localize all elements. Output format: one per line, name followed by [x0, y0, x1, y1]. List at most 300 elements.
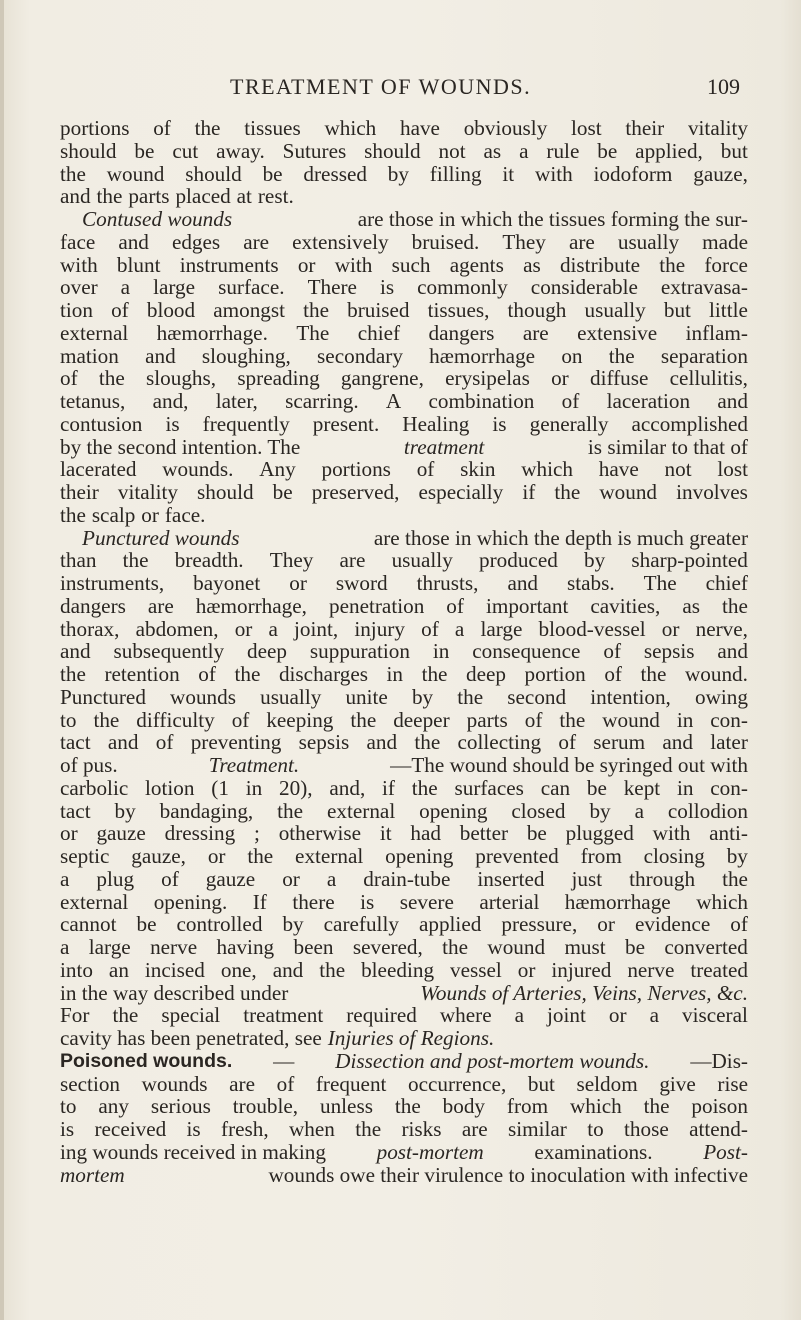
word: rest.	[257, 184, 294, 209]
word: There	[307, 275, 357, 300]
text-line	[60, 1004, 748, 1027]
word: combination	[428, 389, 535, 413]
word: opening	[385, 844, 454, 868]
word: fresh,	[221, 1117, 269, 1141]
word: Punctured	[60, 684, 146, 709]
word: into	[60, 957, 93, 982]
word: accomplished	[631, 411, 748, 436]
word: usually	[617, 229, 680, 254]
word: a	[60, 866, 70, 891]
word: to	[60, 707, 77, 732]
word: later,	[215, 389, 258, 413]
word: visceral	[682, 1003, 748, 1028]
word: of	[276, 1071, 295, 1096]
text-line	[60, 936, 748, 959]
text-line	[60, 140, 748, 163]
word: the	[722, 866, 748, 891]
word: external	[60, 320, 129, 345]
word: be	[136, 912, 157, 937]
word: risks	[401, 1117, 442, 1141]
word: are	[461, 1117, 488, 1141]
word: and	[272, 957, 304, 982]
text-segment: —Dis-	[690, 1048, 748, 1073]
word: instruments,	[60, 571, 165, 595]
word: had	[410, 821, 442, 846]
word: not	[438, 138, 466, 163]
word: joint	[547, 1003, 586, 1028]
text-line	[60, 800, 748, 823]
word: be	[272, 480, 293, 504]
word: unless	[319, 1094, 373, 1119]
word: bruised	[347, 298, 410, 322]
word: extensive	[577, 320, 658, 345]
word: vitality	[687, 116, 748, 140]
word: or	[234, 616, 253, 641]
word: received	[94, 1117, 167, 1141]
text-line	[60, 367, 748, 390]
word: arterial	[479, 889, 540, 914]
word: large	[480, 616, 523, 641]
word: distribute	[559, 252, 640, 277]
word: laceration	[606, 389, 691, 413]
text-line	[60, 208, 748, 231]
text-line	[60, 595, 748, 618]
word: with	[535, 161, 573, 186]
word: should	[185, 161, 242, 186]
text-line	[60, 959, 748, 982]
word: by	[589, 798, 611, 823]
word: They	[269, 548, 314, 573]
word: similar	[508, 1117, 567, 1141]
word: chief	[357, 320, 401, 345]
word: a	[519, 138, 529, 163]
word: usually	[260, 684, 322, 709]
text-segment: —	[273, 1048, 295, 1073]
word: bayonet	[193, 571, 261, 595]
word: such	[391, 252, 431, 277]
word: of	[604, 662, 622, 686]
word: hæmorrhage.	[156, 320, 268, 345]
paragraph	[60, 208, 748, 527]
text-line	[60, 777, 748, 800]
italic-phrase: treatment	[403, 434, 485, 459]
word: when	[289, 1117, 335, 1141]
word: should	[60, 138, 117, 163]
text-line	[60, 731, 748, 754]
word: is	[60, 1117, 75, 1141]
word: the	[60, 662, 86, 686]
word: dressing	[164, 821, 236, 846]
word: and	[507, 571, 539, 595]
word: the	[640, 662, 667, 686]
word: the	[303, 298, 330, 322]
word: They	[502, 229, 546, 254]
word: con-	[710, 775, 748, 800]
word: with	[60, 252, 98, 277]
word: or	[597, 912, 615, 937]
word: having	[216, 935, 275, 959]
text-line	[60, 618, 748, 641]
text-line	[60, 1095, 748, 1118]
italic-phrase: Wounds of Arteries, Veins, Nerves, &c.	[420, 980, 748, 1005]
word: be	[625, 935, 645, 959]
text-line	[60, 754, 748, 777]
word: controlled	[176, 912, 263, 937]
word: rule	[546, 138, 580, 163]
text-segment: is similar to that of	[587, 434, 748, 459]
word: collodion	[667, 798, 748, 823]
word: should	[364, 138, 421, 163]
word: wound	[599, 480, 658, 504]
word: deep	[466, 662, 506, 686]
word: cannot	[60, 912, 117, 937]
word: carbolic	[60, 775, 129, 800]
word: present.	[312, 411, 380, 436]
text-segment: examinations.	[534, 1139, 653, 1164]
word: scalp	[91, 502, 136, 527]
word: or	[60, 821, 78, 846]
text-line	[60, 322, 748, 345]
word: nerve	[627, 957, 675, 982]
text-line	[60, 254, 748, 277]
word: is	[165, 411, 180, 436]
word: dangers	[428, 320, 495, 345]
word: discharges	[278, 662, 368, 686]
word: the	[722, 593, 748, 618]
word: one,	[220, 957, 257, 982]
word: large	[88, 935, 131, 959]
word: hæmorrhage	[429, 343, 536, 368]
word: the	[414, 730, 441, 755]
word: blunt	[116, 252, 161, 277]
word: spreading	[237, 366, 320, 391]
text-line	[60, 822, 748, 845]
running-head: TREATMENT OF WOUNDS.	[230, 74, 532, 99]
word: inflam-	[685, 320, 748, 345]
word: incised	[144, 957, 205, 982]
text-line	[60, 458, 748, 481]
body-text	[60, 117, 748, 1186]
text-line	[60, 390, 748, 413]
word: lotion	[145, 775, 195, 800]
word: are	[243, 229, 270, 254]
word: deeper	[393, 707, 450, 732]
word: the	[234, 662, 261, 686]
text-line	[60, 663, 748, 686]
word: gangrene,	[340, 366, 424, 391]
word: cavities,	[590, 593, 661, 618]
word: keeping	[266, 707, 334, 732]
word: involves	[676, 480, 748, 504]
word: a	[514, 1003, 525, 1028]
word: on	[561, 343, 583, 368]
word: if	[382, 775, 395, 800]
word: generally	[529, 411, 609, 436]
word: and	[60, 184, 91, 209]
word: there	[292, 889, 335, 914]
word: and	[145, 343, 176, 368]
word: bleeding	[361, 957, 435, 982]
word: to	[587, 1117, 604, 1141]
italic-phrase: mortem	[60, 1162, 125, 1187]
word: by	[114, 798, 136, 823]
word: blood-vessel	[538, 616, 646, 641]
word: the	[247, 844, 274, 868]
word: a	[326, 866, 337, 891]
word: stabs.	[567, 571, 615, 595]
word: in	[676, 775, 694, 800]
text-segment: —The wound should be syringed out with	[390, 753, 748, 777]
word: iodoform	[593, 161, 673, 186]
word: and	[60, 639, 91, 664]
word: obviously	[463, 116, 548, 140]
word: by	[387, 161, 409, 186]
word: lacerated	[60, 457, 137, 482]
word: deep	[247, 639, 288, 664]
word: vessel	[450, 957, 502, 982]
word: extravasa-	[660, 275, 748, 300]
word: chief	[705, 571, 748, 595]
word: the	[355, 1117, 382, 1141]
word: than	[60, 548, 97, 573]
word: which	[696, 889, 748, 914]
word: cellulitis,	[669, 366, 748, 391]
text-line	[60, 868, 748, 891]
word: is	[186, 1117, 201, 1141]
word: or	[207, 844, 226, 868]
word: must	[564, 935, 606, 959]
word: if	[522, 480, 536, 504]
word: otherwise	[278, 821, 362, 846]
word: which	[569, 1094, 622, 1119]
word: or	[297, 252, 316, 277]
word: are	[147, 593, 174, 618]
word: surface.	[218, 275, 285, 300]
word: are	[522, 320, 549, 345]
word: large	[153, 275, 196, 300]
word: especially	[418, 480, 504, 504]
word: those	[624, 1117, 669, 1141]
word: the	[643, 1094, 670, 1119]
text-line	[60, 299, 748, 322]
word: consequence	[472, 639, 581, 664]
word: and	[662, 730, 693, 755]
word: If	[252, 889, 267, 914]
text-line	[60, 572, 748, 595]
word: ;	[254, 821, 260, 846]
word: the	[350, 707, 377, 732]
word: sharp-pointed	[631, 548, 748, 573]
text-line	[60, 163, 748, 186]
word: hæmorrhage	[564, 889, 671, 914]
word: the	[394, 1094, 421, 1119]
word: rise	[717, 1071, 748, 1096]
text-segment: in the way described under	[60, 980, 289, 1005]
text-segment: ing wounds received in making	[60, 1139, 326, 1164]
word: or	[608, 1003, 627, 1028]
word: injured	[551, 957, 612, 982]
word: thorax,	[60, 616, 120, 641]
word: in	[245, 775, 263, 800]
word: though	[507, 298, 567, 322]
word: thrusts,	[416, 571, 479, 595]
word: the	[411, 775, 438, 800]
text-line	[60, 1073, 748, 1096]
word: abdomen,	[135, 616, 219, 641]
word: by	[726, 844, 748, 868]
word: the	[659, 252, 686, 277]
text-line	[60, 1027, 748, 1050]
word: the	[93, 707, 120, 732]
word: extensively	[292, 229, 389, 254]
word: external	[326, 798, 396, 823]
text-line	[60, 481, 748, 504]
word: over	[60, 275, 98, 300]
text-line	[60, 231, 748, 254]
word: frequent	[315, 1071, 387, 1096]
word: of	[198, 662, 216, 686]
word: wounds	[170, 684, 236, 709]
word: just	[571, 866, 603, 891]
word: tact	[60, 730, 91, 755]
italic-phrase: Contused wounds	[82, 207, 233, 231]
word: the	[608, 343, 635, 368]
word: tion	[60, 298, 93, 322]
text-segment: wounds owe their virulence to inoculation with infective	[268, 1162, 748, 1187]
word: by	[282, 912, 304, 937]
word: parts	[128, 184, 170, 209]
word: the	[112, 1003, 139, 1028]
word: section	[60, 1071, 121, 1096]
word: diffuse	[589, 366, 649, 391]
word: surfaces	[454, 775, 524, 800]
word: of	[603, 639, 621, 664]
word: of	[111, 298, 129, 322]
word: carefully	[323, 912, 399, 937]
word: drain-tube	[363, 866, 451, 891]
word: the	[122, 548, 149, 573]
word: the	[194, 116, 221, 140]
word: made	[702, 229, 748, 254]
word: gauze	[205, 866, 256, 891]
word: of	[161, 866, 179, 891]
word: septic	[60, 844, 110, 868]
word: but	[527, 1071, 555, 1096]
word: face	[60, 229, 96, 254]
word: sloughs,	[146, 366, 217, 391]
word: frequently	[202, 411, 290, 436]
word: For	[60, 1003, 90, 1028]
word: in	[386, 662, 404, 686]
text-line	[60, 185, 748, 208]
word: nerve,	[695, 616, 748, 641]
word: which	[324, 116, 377, 140]
word: a	[634, 798, 644, 823]
word: be	[526, 821, 547, 846]
word: with	[652, 821, 691, 846]
word: with	[334, 252, 373, 277]
word: of	[524, 707, 543, 732]
paragraph	[60, 527, 748, 1050]
word: from	[506, 1094, 549, 1119]
word: Any	[259, 457, 296, 482]
word: from	[580, 844, 622, 868]
text-segment: are those in which the tissues forming the sur-	[357, 207, 748, 231]
word: and	[118, 229, 149, 254]
text-line	[60, 1141, 748, 1164]
word: agents	[449, 252, 504, 277]
word: as	[483, 138, 502, 163]
word: wounds.	[162, 457, 234, 482]
word: the	[277, 798, 304, 823]
word: a	[454, 616, 465, 641]
word: contusion	[60, 411, 143, 436]
text-line	[60, 117, 748, 140]
word: a	[60, 935, 70, 959]
word: dressed	[303, 161, 367, 186]
word: or	[282, 866, 300, 891]
word: sword	[335, 571, 388, 595]
word: preventing	[190, 730, 282, 755]
text-line	[60, 640, 748, 663]
text-line	[60, 504, 748, 527]
word: portions	[60, 116, 130, 140]
word: be	[134, 138, 155, 163]
word: opening.	[153, 889, 228, 914]
word: sepsis	[298, 730, 350, 755]
word: wound	[487, 935, 546, 959]
word: of	[558, 730, 577, 755]
word: of	[421, 616, 439, 641]
word: plug	[96, 866, 135, 891]
word: second	[507, 684, 567, 709]
word: or	[661, 616, 680, 641]
word: better	[459, 821, 509, 846]
word: joint,	[294, 616, 339, 641]
word: of	[153, 116, 171, 140]
word: give	[659, 1071, 696, 1096]
word: intention,	[590, 684, 671, 709]
word: but	[663, 298, 691, 322]
word: preserved,	[311, 480, 400, 504]
text-line	[60, 891, 748, 914]
word: inserted	[477, 866, 545, 891]
word: which	[521, 457, 573, 482]
word: evidence	[634, 912, 711, 937]
word: or	[141, 502, 159, 527]
word: wound	[106, 161, 165, 186]
word: applied	[418, 912, 482, 937]
word: the	[96, 184, 123, 209]
word: of	[730, 912, 748, 937]
word: not	[664, 457, 692, 482]
word: it	[502, 161, 515, 186]
word: the	[319, 957, 346, 982]
section-heading: Poisoned wounds.	[60, 1049, 233, 1072]
text-line	[60, 1118, 748, 1141]
word: special	[161, 1003, 221, 1028]
word: and	[366, 730, 398, 755]
word: skin	[460, 457, 496, 482]
word: retention	[104, 662, 180, 686]
word: external	[295, 844, 364, 868]
word: commonly	[417, 275, 508, 300]
word: but	[720, 138, 748, 163]
word: sloughing,	[201, 343, 291, 368]
word: or	[517, 957, 536, 982]
word: in	[432, 639, 450, 664]
word: vitality	[117, 480, 178, 504]
